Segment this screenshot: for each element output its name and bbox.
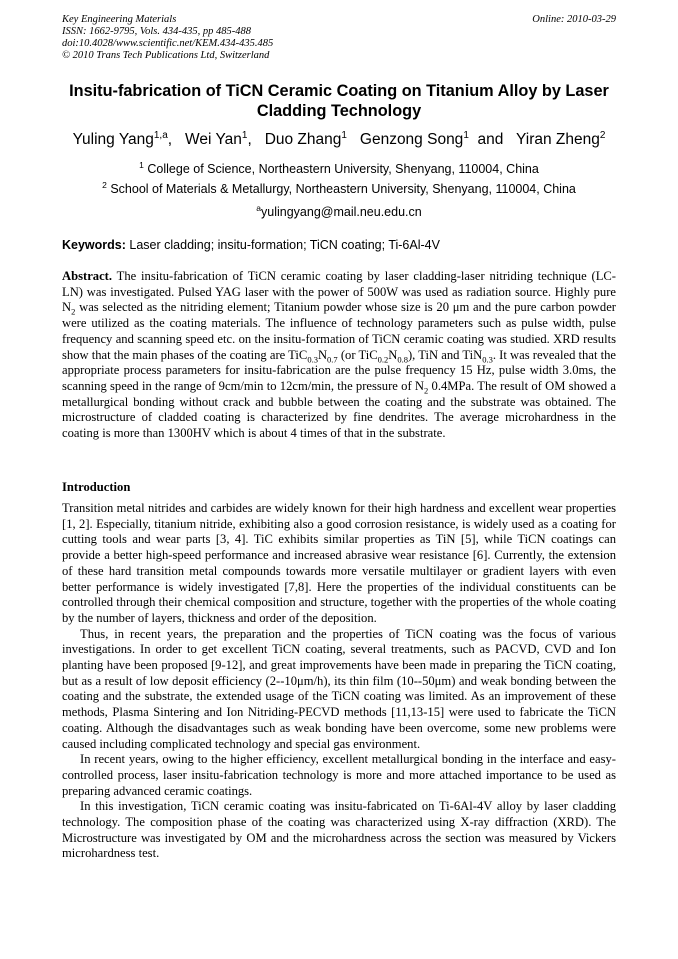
abstract-text: N <box>317 347 328 362</box>
email-mark: a <box>256 203 261 213</box>
author-affiliation-mark: 1 <box>463 130 469 141</box>
affiliation-mark: 1 <box>139 160 144 170</box>
affiliation-text: School of Materials & Metallurgy, Northeastern University, Shenyang, 110004, China <box>110 182 576 196</box>
abstract-label: Abstract. <box>62 269 113 283</box>
abstract-text: 0.4MPa. The result of OM showed a metallurgical bonding without crack and bubble between the coating and the substrate was obtained. The microstructure of cladded coating is characterized by fine dendrites. The average microhardness in the coating is more than 1300HV which is about 4 times of that in the substrate. <box>62 378 616 441</box>
paragraph: Thus, in recent years, the preparation and the properties of TiCN coating was the focus of various investigations. In order to get excellent TiCN coating, several treatments, such as PACVD, CVD and Ion planting have been proposed [9-12], and great improvements have been made in preparing the TiCN coating, but as a result of low deposit efficiency (2--10μm/h), its thin film (10--50μm) and weak bonding between the coating and the substrate, the extended usage of the TiCN coating was limited. As an improvement of these methods, Plasma Sintering and Ion Nitriding-PECVD methods [11,13-15] were used to fabricate the TiCN coating. Although the disadvantages such as weak bonding have been overcome, some new problems were caused including complicated technology and special gas environment. <box>62 626 616 751</box>
abstract-text: The insitu-fabrication of TiCN ceramic coating by laser cladding-laser nitriding technique (LC-LN) was investigated. Pulsed YAG laser with the power of 500W was used as radiation source. Highly pure N <box>62 269 617 315</box>
author-name: Yiran Zheng <box>516 131 600 148</box>
author-name: Wei Yan <box>185 131 242 148</box>
paragraph: Transition metal nitrides and carbides are widely known for their high hardness and excellent wear properties [1, 2]. Especially, titanium nitride, exhibiting also a good corrosion resistance, is widely used as a coating for cutting tools and wear parts [3, 4]. TiC exhibits similar properties as TiN [5], while TiCN coatings can provide a better high-speed performance and increased abrasive wear resistance [6]. Currently, the extension of these hard transition metal compounds towards more versatile multilayer or gradient layers with even better performance is widely investigated [7,8]. Here the properties of the individual constituents can be controlled through their chemical composition and structure, together with the properties of the whole coating by the number of layers, thickness and order of the deposition. <box>62 501 616 625</box>
paragraph: In this investigation, TiCN ceramic coating was insitu-fabricated on Ti-6Al-4V alloy by laser cladding technology. The composition phase of the coating was characterized using X-ray diffraction (XRD). The Microstructure was investigated by OM and the microhardness across the section was measured by Vickers microhardness test. <box>62 799 616 861</box>
subscript: 0.2 <box>377 354 389 365</box>
abstract-text: was selected as the nitriding element; Titanium powder whose size is 20 μm and the pure carbon powder were utilized as the coating materials. The influence of technology parameters such as pulse width, pulse frequency and scanning speed etc. on the insitu-formation of TiCN ceramic coating was studied. XRD results show that the main phases of the coating are TiC <box>62 300 616 362</box>
copyright-line: © 2010 Trans Tech Publications Ltd, Switzerland <box>62 50 270 61</box>
author-affiliation-mark: 2 <box>599 130 606 141</box>
author-name: Genzong Song <box>359 131 464 148</box>
author-affiliation-mark: 1 <box>341 130 347 141</box>
affiliation <box>62 161 616 177</box>
subscript: 0.8 <box>397 354 408 365</box>
affiliation-text: College of Science, Northeastern University, Shenyang, 110004, China <box>147 162 539 176</box>
author-affiliation-mark: 1 <box>241 130 248 141</box>
author-email <box>62 204 616 220</box>
subscript: 0.3 <box>307 354 318 365</box>
author-separator: , <box>247 131 261 148</box>
online-date: Online: 2010-03-29 <box>532 14 616 25</box>
subscript: 0.7 <box>327 354 338 365</box>
abstract-text: ), TiN and TiN <box>407 347 483 362</box>
abstract <box>62 269 616 442</box>
doi-line: doi:10.4028/www.scientific.net/KEM.434-435.485 <box>62 38 274 49</box>
email-text: yulingyang@mail.neu.edu.cn <box>261 205 422 219</box>
subscript: 0.3 <box>482 354 493 365</box>
author-name: Duo Zhang <box>264 131 342 148</box>
abstract-text: . It was revealed that the appropriate process parameters for insitu-fabrication are the pulse frequency 15 Hz, pulse width 3.0ms, the scanning speed in the range of 9cm/min to 12cm/min, the pressure of N <box>62 347 616 393</box>
author-separator: , <box>167 131 181 148</box>
subscript: 2 <box>424 385 429 396</box>
paper-title: Insitu-fabrication of TiCN Ceramic Coating on Titanium Alloy by Laser Cladding Technology <box>69 82 609 120</box>
issn-line: ISSN: 1662-9795, Vols. 434-435, pp 485-488 <box>62 26 251 37</box>
affiliation-mark: 2 <box>102 180 107 190</box>
introduction-body <box>62 501 616 862</box>
keywords-label: Keywords: <box>62 238 126 252</box>
journal-header <box>62 14 616 62</box>
author-list <box>62 130 616 150</box>
author-separator: and <box>468 131 512 148</box>
keywords-text: Laser cladding; insitu-formation; TiCN coating; Ti-6Al-4V <box>129 238 440 252</box>
paragraph: In recent years, owing to the higher efficiency, excellent metallurgical bonding in the interface and easy-controlled process, laser insitu-fabrication technology is more and more attached importance to be used as preparing advanced ceramic coatings. <box>62 752 616 798</box>
keywords <box>62 237 616 253</box>
journal-name: Key Engineering Materials <box>62 14 177 25</box>
affiliation <box>62 181 616 197</box>
author-affiliation-mark: 1,a <box>153 130 168 141</box>
abstract-text: N <box>388 347 398 362</box>
abstract-text: (or TiC <box>337 347 378 362</box>
section-heading: Introduction <box>62 480 131 494</box>
author-separator <box>347 131 356 148</box>
author-name: Yuling Yang <box>72 131 154 148</box>
subscript: 2 <box>71 306 76 317</box>
